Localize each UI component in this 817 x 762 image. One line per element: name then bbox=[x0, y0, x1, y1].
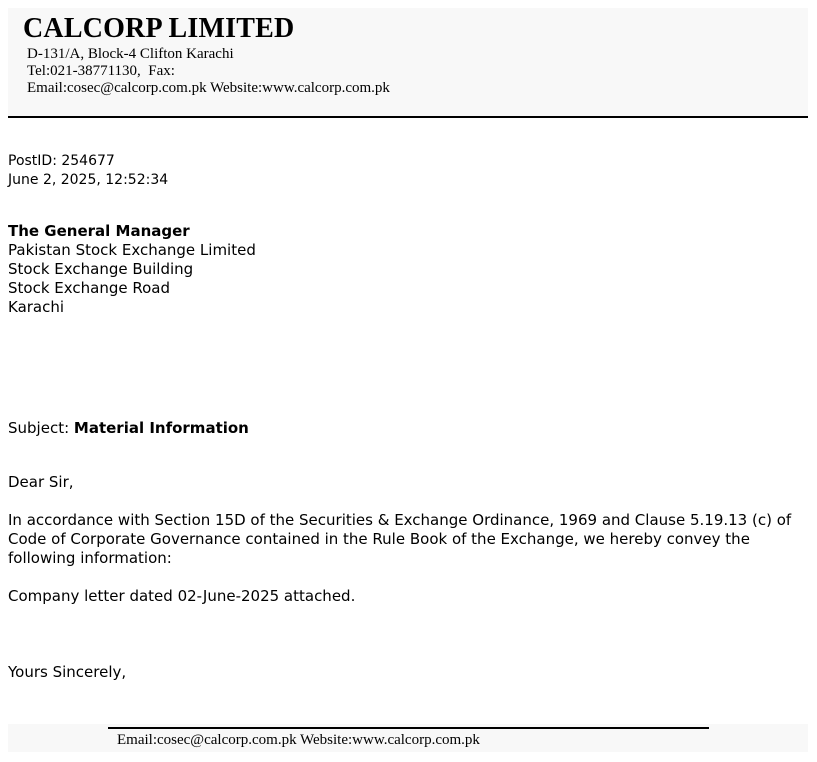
letterhead bbox=[8, 8, 808, 116]
subject-label: Subject: bbox=[8, 419, 74, 437]
recipient-line: Stock Exchange Building bbox=[8, 260, 194, 278]
footer-divider bbox=[108, 727, 709, 729]
recipient-line: Stock Exchange Road bbox=[8, 279, 170, 297]
letter-paragraph: In accordance with Section 15D of the Securities & Exchange Ordinance, 1969 and Clause 5.19.13 (c) of Code of Corporate Governance contained in the Rule Book of the Exchange, we hereby convey the following information: bbox=[8, 511, 792, 567]
closing: Yours Sincerely, bbox=[8, 663, 127, 681]
company-name: CALCORP LIMITED bbox=[23, 13, 295, 44]
post-datetime: June 2, 2025, 12:52:34 bbox=[8, 172, 169, 188]
company-email-website: Email:cosec@calcorp.com.pk Website:www.calcorp.com.pk bbox=[27, 80, 390, 96]
salutation: Dear Sir, bbox=[8, 473, 74, 491]
recipient-line: Karachi bbox=[8, 298, 65, 316]
subject-value: Material Information bbox=[73, 419, 249, 437]
attachment-note: Company letter dated 02-June-2025 attached. bbox=[8, 587, 356, 605]
recipient-title: The General Manager bbox=[8, 222, 190, 240]
company-address: D-131/A, Block-4 Clifton Karachi bbox=[27, 46, 234, 62]
header-divider bbox=[8, 116, 808, 118]
post-id: PostID: 254677 bbox=[8, 153, 115, 169]
footer-email-website: Email:cosec@calcorp.com.pk Website:www.calcorp.com.pk bbox=[117, 732, 480, 748]
recipient-line: Pakistan Stock Exchange Limited bbox=[8, 241, 256, 259]
company-phone-fax: Tel:021-38771130, Fax: bbox=[27, 63, 175, 79]
subject-line bbox=[8, 419, 249, 438]
